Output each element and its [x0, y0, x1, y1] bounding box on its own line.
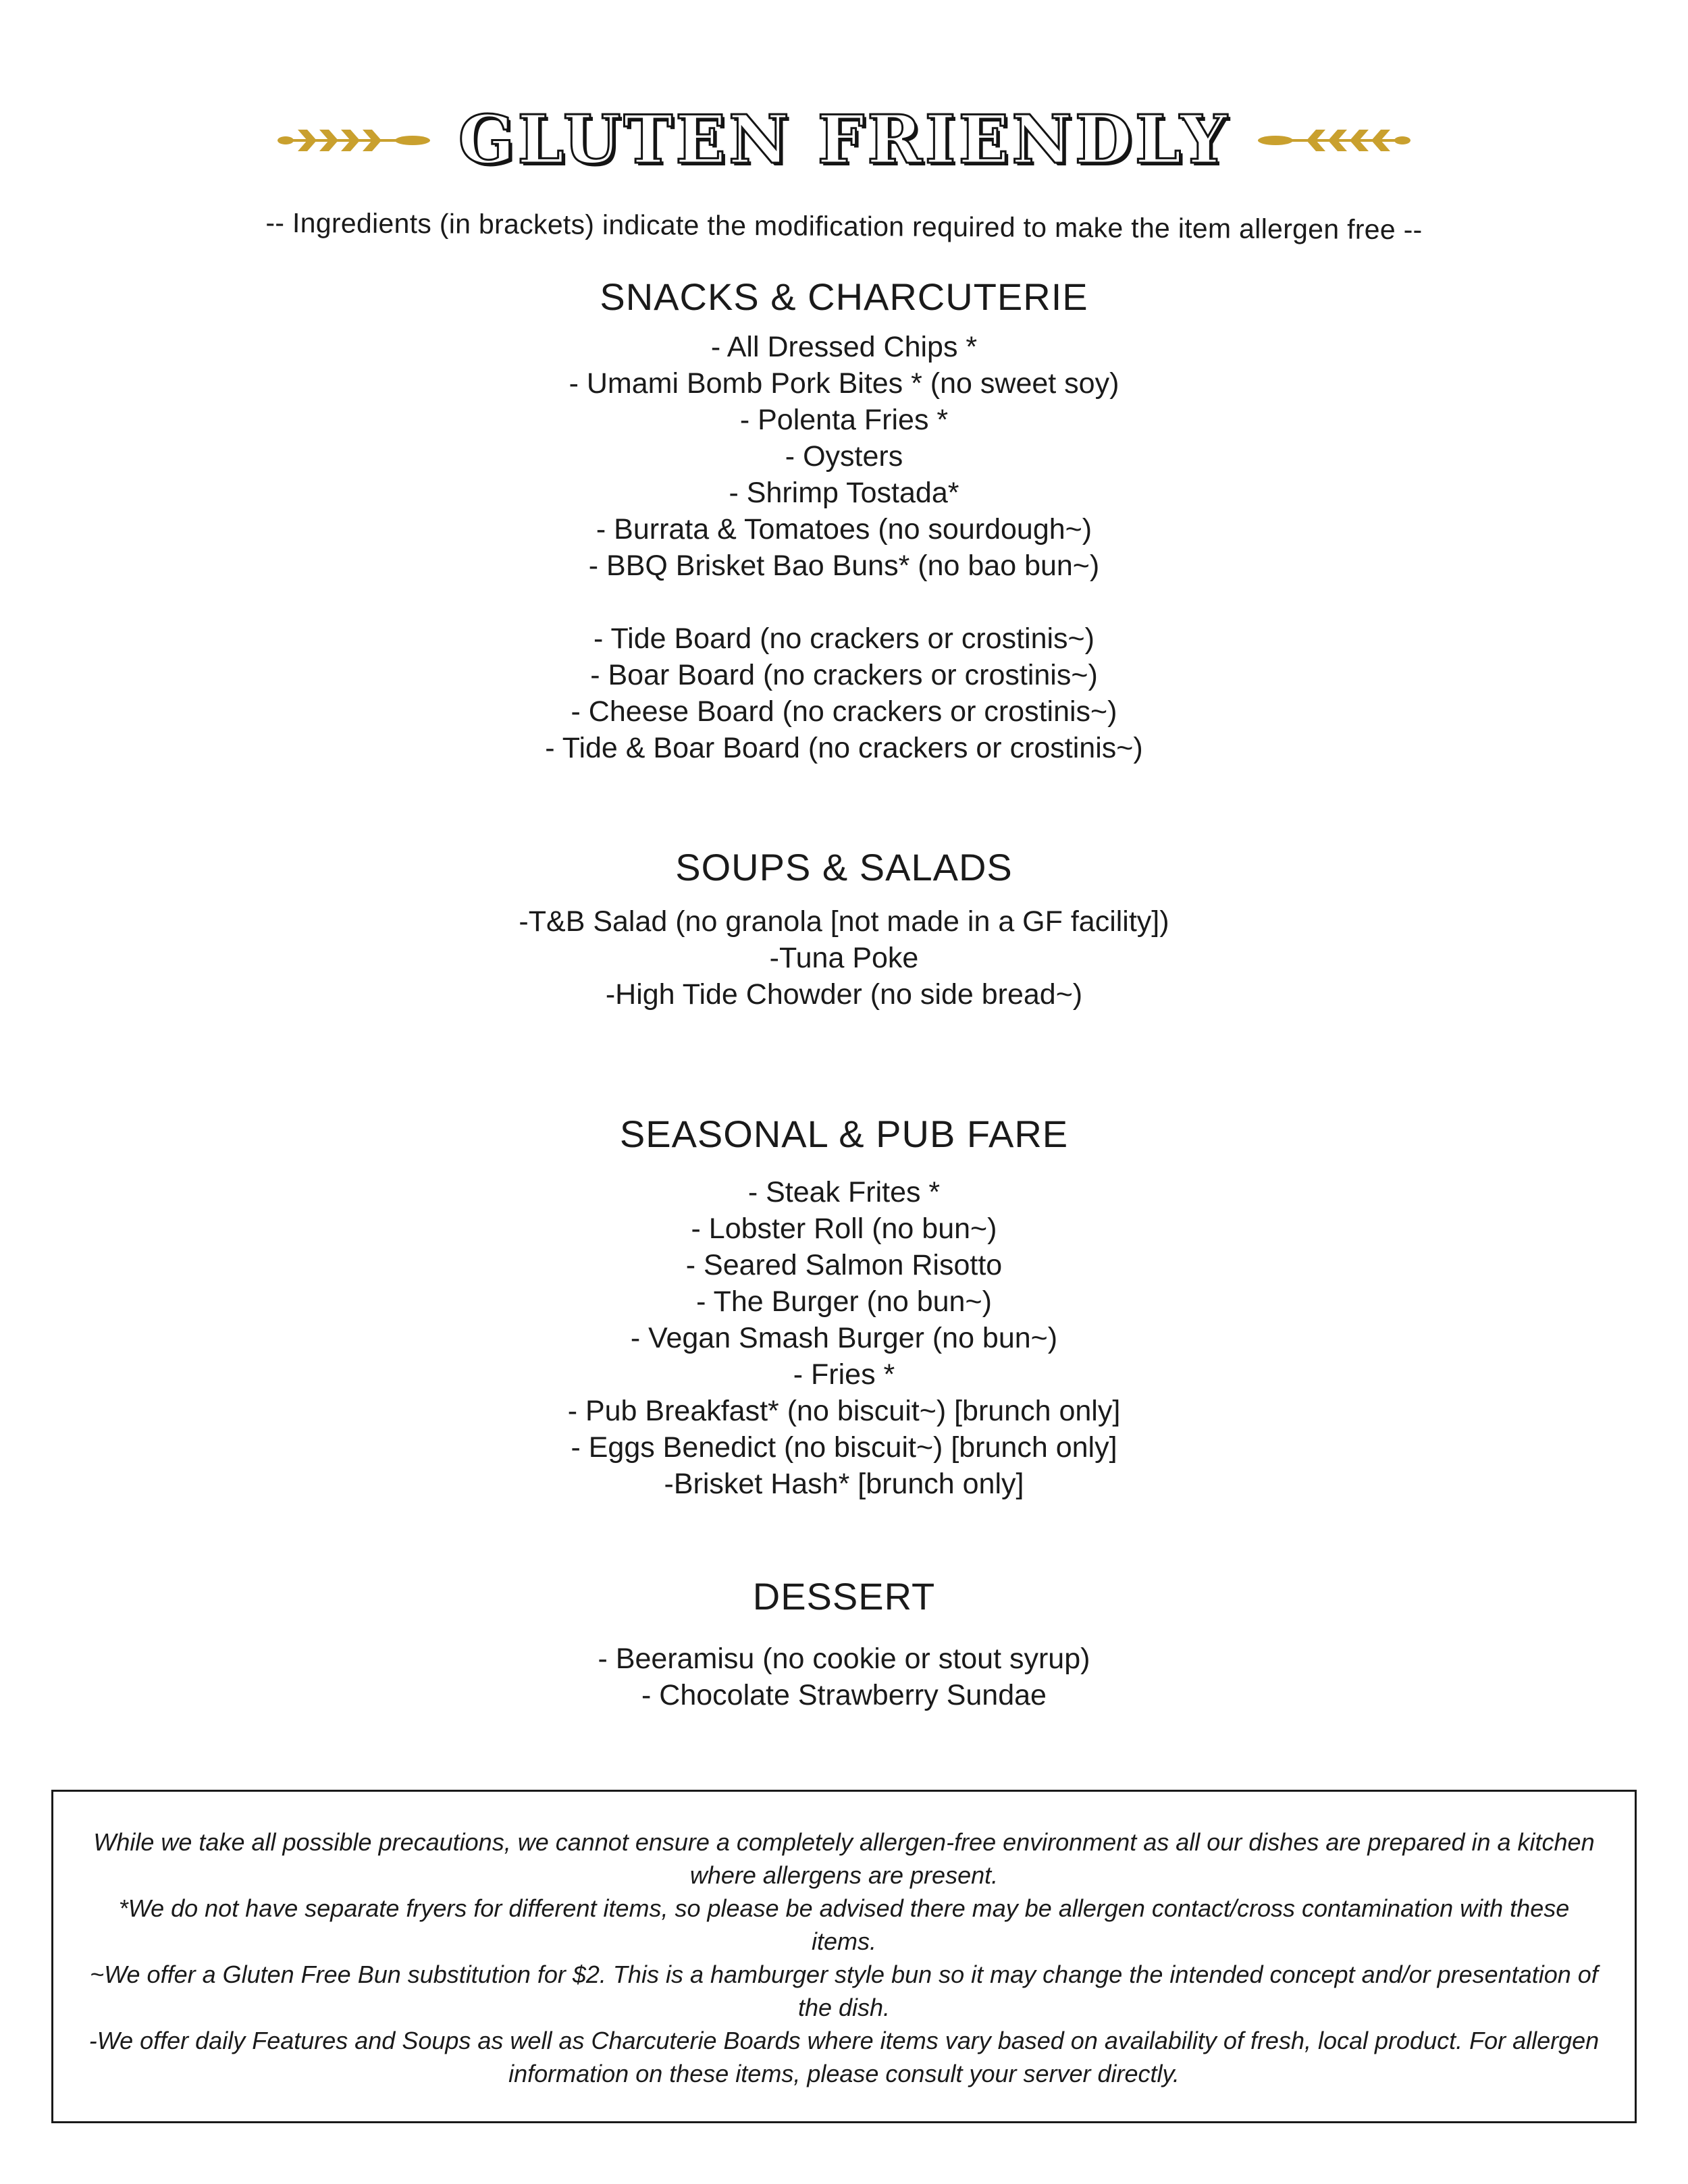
menu-item-list [0, 329, 1688, 766]
menu-item: -T&B Salad (no granola [not made in a GF facility]) [519, 905, 1169, 938]
disclaimer-fryers: *We do not have separate fryers for different items, so please be advised there may be allergen contact/cross contamination with these items. [118, 1894, 1570, 1955]
section-snacks-charcuterie [0, 273, 1688, 766]
section-seasonal-pub-fare [0, 1111, 1688, 1502]
menu-item: - Boar Board (no crackers or crostinis~) [590, 659, 1098, 691]
menu-item: - Cheese Board (no crackers or crostinis~) [571, 695, 1117, 728]
menu-item: - Tide & Boar Board (no crackers or crostinis~) [545, 732, 1143, 764]
menu-header [0, 100, 1688, 181]
wheat-arrow-icon [1255, 126, 1410, 155]
section-soups-salads [0, 844, 1688, 1013]
menu-item-list [0, 903, 1688, 1013]
list-spacer [0, 584, 1688, 620]
menu-item: -Brisket Hash* [brunch only] [664, 1468, 1024, 1500]
section-dessert [0, 1573, 1688, 1713]
menu-item: - Beeramisu (no cookie or stout syrup) [598, 1643, 1090, 1675]
menu-item: - Steak Frites * [747, 1176, 941, 1208]
menu-item: - Chocolate Strawberry Sundae [641, 1679, 1047, 1711]
section-heading: SEASONAL & PUB FARE [619, 1113, 1069, 1155]
menu-item: -Tuna Poke [769, 942, 919, 974]
menu-item: - Oysters [785, 440, 903, 473]
menu-item-list [0, 1174, 1688, 1502]
section-heading: DESSERT [752, 1575, 936, 1618]
section-heading: SOUPS & SALADS [675, 846, 1013, 888]
menu-item: - Burrata & Tomatoes (no sourdough~) [596, 513, 1092, 545]
disclaimer-features: -We offer daily Features and Soups as well as Charcuterie Boards where items vary based on availability of fresh, local product. For allergen information on these items, please consult your server directly. [88, 2027, 1600, 2087]
menu-item: - Polenta Fries * [739, 404, 949, 436]
disclaimer-precautions: While we take all possible precautions, we cannot ensure a completely allergen-free environment as all our dishes are prepared in a kitchen where allergens are present. [93, 1828, 1595, 1889]
page-title: GLUTEN FRIENDLY [458, 101, 1230, 179]
menu-item: - Pub Breakfast* (no biscuit~) [brunch only] [567, 1395, 1121, 1427]
menu-item: - Shrimp Tostada* [729, 477, 959, 509]
menu-item: - Umami Bomb Pork Bites * (no sweet soy) [569, 367, 1119, 400]
menu-item: - All Dressed Chips * [710, 331, 978, 363]
menu-item: - Seared Salmon Risotto [685, 1249, 1003, 1281]
menu-item: - The Burger (no bun~) [696, 1285, 992, 1318]
menu-item: -High Tide Chowder (no side bread~) [605, 978, 1083, 1011]
menu-item: - Fries * [793, 1358, 895, 1391]
allergen-disclaimer-box [51, 1790, 1637, 2123]
menu-item: - Vegan Smash Burger (no bun~) [630, 1322, 1058, 1354]
disclaimer-bun: ~We offer a Gluten Free Bun substitution for $2. This is a hamburger style bun so it may change the intended concept and/or presentation of the dish. [90, 1961, 1598, 2021]
menu-item-list [0, 1641, 1688, 1713]
menu-item: - Lobster Roll (no bun~) [691, 1213, 997, 1245]
menu-item: - Eggs Benedict (no biscuit~) [brunch only] [571, 1431, 1117, 1464]
section-heading: SNACKS & CHARCUTERIE [600, 275, 1088, 318]
menu-item: - BBQ Brisket Bao Buns* (no bao bun~) [588, 550, 1100, 582]
wheat-arrow-icon [278, 126, 433, 155]
menu-item: - Tide Board (no crackers or crostinis~) [593, 622, 1094, 655]
menu-subtitle: -- Ingredients (in brackets) indicate the modification required to make the item allergen free -- [265, 207, 1423, 246]
